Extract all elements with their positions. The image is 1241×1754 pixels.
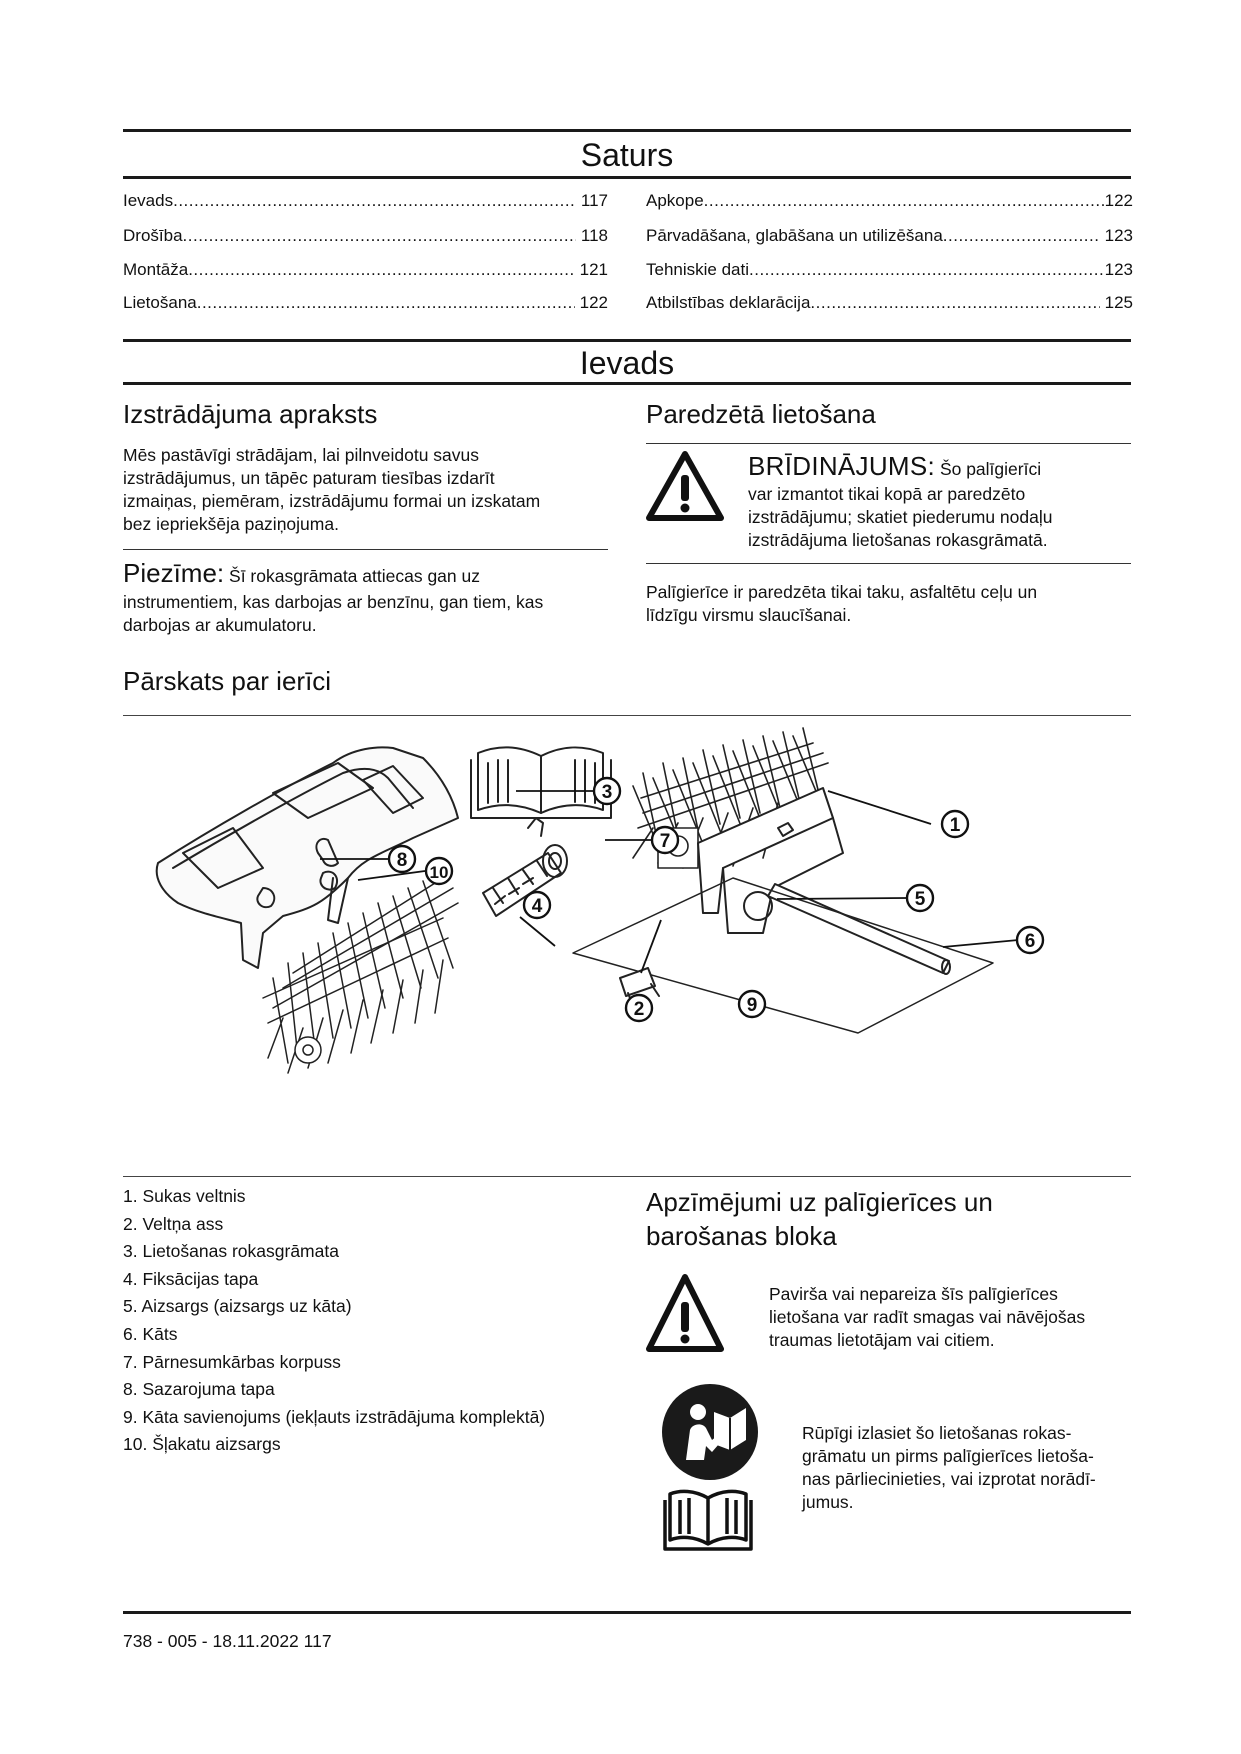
callout-5: 5 [914,889,926,910]
intended-use-heading: Paredzētā lietošana [646,399,876,429]
toc-entry[interactable] [646,292,1133,314]
callout-1: 1 [949,815,961,836]
text-line: izstrādājumus, un tāpēc paturam tiesības izdarīt [123,468,495,488]
toc-entry-label: Ievads [123,191,174,210]
callout-6: 6 [1024,931,1036,952]
toc-leader [749,259,1105,281]
text-line: darbojas ar akumulatoru. [123,615,317,635]
list-item: 7. Pārnesumkārbas korpuss [123,1351,341,1372]
intro-title-rule [123,382,1131,385]
toc-leader [704,190,1105,212]
overview-bottom-rule [123,1176,1131,1177]
locking-pin-drawing [528,818,543,836]
callout-7: 7 [659,831,671,852]
toc-leader [810,292,1099,314]
toc-entry-label: Atbilstības deklarācija [646,293,811,312]
text-line: grāmatu un pirms palīgierīces lietoša- [802,1446,1094,1466]
toc-leader [173,190,576,212]
text-line: Pavirša vai nepareiza šīs palīgierīces [769,1284,1058,1304]
toc-entry[interactable] [646,190,1133,212]
toc-leader [943,225,1100,247]
toc-leader [188,259,574,281]
warning-block [748,452,1133,552]
warning-bottom-rule [646,563,1131,564]
text-line: Šo palīgierīci [939,459,1042,479]
overview-heading: Pārskats par ierīci [123,666,332,696]
text-line: var izmantot tikai kopā ar paredzēto [748,484,1026,504]
toc-entry-page: 118 [580,226,608,245]
list-item: 9. Kāta savienojums (iekļauts izstrādājuma komplektā) [123,1406,546,1427]
toc-leader [183,225,576,247]
parts-list [123,1183,545,1459]
text-line: nas pārliecinieties, vai izprotat norādī- [802,1469,1096,1489]
heading-line: Apzīmējumi uz palīgierīces un [646,1187,993,1217]
read-manual-icon [660,1382,760,1482]
text-line: līdzīgu virsmu slaucīšanai. [646,605,852,625]
text-line: lietošana var radīt smagas vai nāvējošas [769,1307,1086,1327]
callout-4: 4 [531,896,543,917]
symbols-heading [646,1185,993,1253]
text-line: bez iepriekšēja paziņojuma. [123,514,339,534]
text-line: izstrādājumu; skatiet piederumu nodaļu [748,507,1053,527]
text-line: izmaiņas, piemēram, izstrādājumu formai un izskatam [123,491,541,511]
list-item: 10. Šļakatu aizsargs [123,1434,281,1455]
warning-label: BRĪDINĀJUMS: [748,451,936,481]
toc-entry-page: 117 [580,191,608,210]
text-line: Mēs pastāvīgi strādājam, lai pilnveidotu savus [123,445,480,465]
toc-entry[interactable] [123,225,608,247]
device-exploded-diagram [123,718,1131,1158]
toc-entry-page: 125 [1104,293,1133,312]
text-line: jumus. [802,1492,854,1512]
warning-icon [646,450,724,522]
product-desc-text [123,444,540,536]
toc-entry[interactable] [646,225,1133,247]
toc-entry-label: Lietošana [123,293,197,312]
note-label: Piezīme: [123,558,225,588]
intro-title: Ievads [579,345,675,381]
callout-3: 3 [601,782,613,803]
toc-entry-label: Drošība [123,226,183,245]
toc-top-rule [123,129,1131,132]
toc-entry-page: 123 [1104,260,1133,279]
intro-top-rule [123,339,1131,342]
list-item: 8. Sazarojuma tapa [123,1379,275,1400]
text-line: izstrādājuma lietošanas rokasgrāmatā. [748,530,1048,550]
toc-entry[interactable] [123,190,608,212]
intended-use-text [646,581,1037,627]
toc-entry-label: Tehniskie dati [646,260,750,279]
toc-title: Saturs [580,137,674,173]
text-line: Palīgierīce ir paredzēta tikai taku, asfaltētu ceļu un [646,582,1038,602]
warning-icon [646,1273,724,1355]
product-desc-heading: Izstrādājuma apraksts [123,399,378,429]
toc-entry[interactable] [646,259,1133,281]
toc-entry-label: Pārvadāšana, glabāšana un utilizēšana [646,226,943,245]
callout-2: 2 [633,999,645,1020]
overview-rule [123,715,1131,716]
note-block [123,558,608,637]
callout-9: 9 [746,995,758,1016]
manual-book-drawing [471,747,611,818]
toc-entry-page: 123 [1104,226,1133,245]
manual-book-icon [662,1488,754,1552]
manual-symbol-text [802,1422,1096,1514]
list-item: 4. Fiksācijas tapa [123,1268,259,1289]
list-item: 5. Aizsargs (aizsargs uz kāta) [123,1296,352,1317]
toc-entry-label: Montāža [123,260,189,279]
footer-text: 738 - 005 - 18.11.2022 117 [123,1631,332,1651]
list-item: 6. Kāts [123,1323,178,1344]
heading-line: barošanas bloka [646,1221,837,1251]
text-line: Šī rokasgrāmata attiecas gan uz [229,566,480,586]
toc-leader [197,292,575,314]
text-line: instrumentiem, kas darbojas ar benzīnu, gan tiem, kas [123,592,544,612]
callout-10: 10 [429,863,449,882]
footer-rule [123,1611,1131,1614]
callout-8: 8 [396,850,408,871]
toc-entry-page: 121 [579,260,608,279]
toc-entry-page: 122 [1104,191,1133,210]
text-line: Rūpīgi izlasiet šo lietošanas rokas- [802,1423,1072,1443]
toc-entry[interactable] [123,292,608,314]
toc-entry-label: Apkope [646,191,704,210]
toc-entry[interactable] [123,259,608,281]
toc-entry-page: 122 [579,293,608,312]
toc-title-rule [123,176,1131,179]
text-line: traumas lietotājam vai citiem. [769,1330,995,1350]
list-item: 2. Veltņa ass [123,1213,224,1234]
warning-symbol-text [769,1283,1085,1352]
warning-top-rule [646,443,1131,444]
note-rule [123,549,608,550]
list-item: 3. Lietošanas rokasgrāmata [123,1241,339,1262]
list-item: 1. Sukas veltnis [123,1186,246,1206]
